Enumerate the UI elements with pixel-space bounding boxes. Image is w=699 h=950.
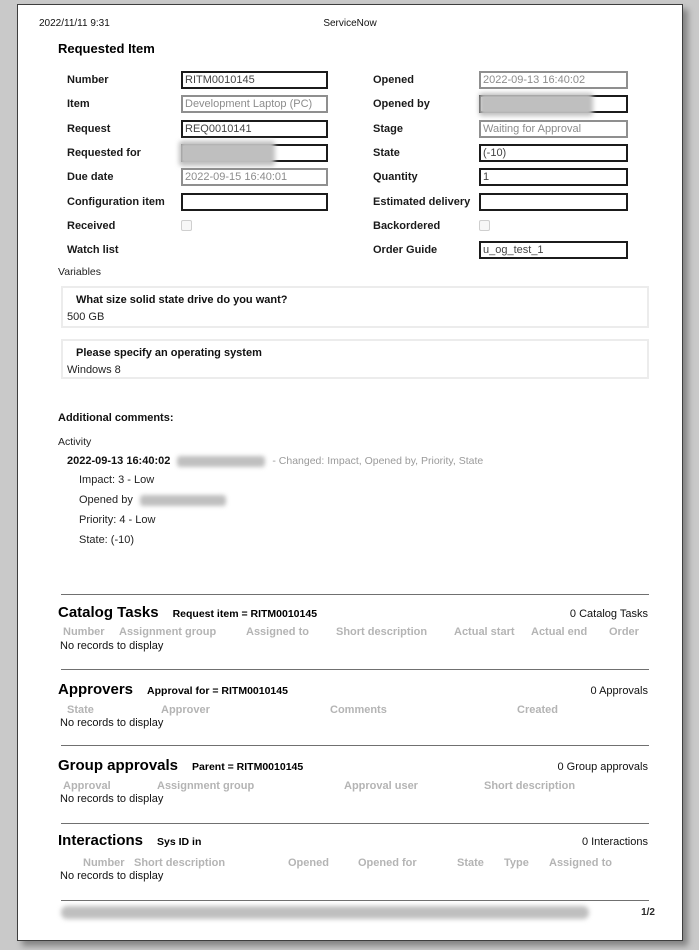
- form-row-due-date: [67, 165, 328, 189]
- catalog-tasks-count: 0 Catalog Tasks: [569, 608, 648, 620]
- interactions-filter: Sys ID in: [157, 836, 202, 848]
- print-document-title: ServiceNow: [323, 18, 377, 29]
- form-row-received: [67, 214, 328, 238]
- column-header: Number: [83, 857, 125, 869]
- backordered-label: Backordered: [373, 219, 441, 232]
- form-column-left: [67, 68, 328, 262]
- group-approvals-column-headers: [18, 780, 682, 793]
- column-header: Approval: [63, 780, 111, 792]
- section-divider: [61, 669, 649, 670]
- variable-answer: 500 GB: [67, 311, 105, 323]
- column-header: Opened: [288, 857, 329, 869]
- column-header: Assignment group: [119, 626, 217, 638]
- column-header: Actual start: [454, 626, 515, 638]
- form-row-opened: [373, 68, 628, 92]
- stage-input[interactable]: [479, 120, 628, 138]
- form-row-watch-list: [67, 238, 328, 262]
- received-checkbox[interactable]: [181, 220, 192, 231]
- variable-question: What size solid state drive do you want?: [76, 294, 288, 306]
- due-date-value: 2022-09-15 16:40:01: [185, 171, 288, 184]
- redacted-opened-by-name: [140, 495, 226, 506]
- due-date-input[interactable]: [181, 168, 328, 186]
- request-value: REQ0010141: [185, 122, 252, 135]
- interactions-header: [58, 832, 648, 849]
- approvers-filter: Approval for = RITM0010145: [147, 685, 288, 697]
- group-approvals-header: [58, 757, 648, 774]
- column-header: Opened for: [358, 857, 417, 869]
- order-guide-label: Order Guide: [373, 244, 438, 257]
- column-header: Type: [504, 857, 529, 869]
- activity-detail-opened-by-text: Opened by: [79, 494, 133, 506]
- approvers-title: Approvers: [58, 681, 134, 698]
- configuration-item-input[interactable]: [181, 193, 328, 211]
- column-header: Assigned to: [246, 626, 309, 638]
- column-header: Created: [517, 704, 558, 716]
- group-approvals-empty-text: No records to display: [60, 793, 164, 805]
- column-header: Number: [63, 626, 105, 638]
- form-row-requested-for: [67, 141, 328, 165]
- backordered-checkbox[interactable]: [479, 220, 490, 231]
- approvers-empty-text: No records to display: [60, 717, 164, 729]
- approvers-column-headers: [18, 704, 682, 717]
- opened-by-input[interactable]: [479, 95, 628, 113]
- estimated-delivery-input[interactable]: [479, 193, 628, 211]
- form-row-configuration-item: [67, 189, 328, 213]
- variable-box-os: [61, 339, 649, 379]
- activity-changed-summary: - Changed: Impact, Opened by, Priority, State: [272, 455, 484, 467]
- order-guide-input[interactable]: [479, 241, 628, 259]
- opened-by-label: Opened by: [373, 98, 430, 111]
- section-divider: [61, 823, 649, 824]
- quantity-input[interactable]: [479, 168, 628, 186]
- column-header: Order: [609, 626, 639, 638]
- opened-label: Opened: [373, 74, 414, 87]
- activity-entry: [67, 455, 483, 467]
- activity-label: Activity: [58, 436, 92, 448]
- number-value: RITM0010145: [185, 74, 255, 87]
- redacted-opened-by: [479, 93, 593, 116]
- stage-label: Stage: [373, 122, 403, 135]
- section-divider: [61, 594, 649, 595]
- catalog-tasks-column-headers: [18, 626, 682, 639]
- stage-value: Waiting for Approval: [483, 122, 582, 135]
- additional-comments-label: Additional comments:: [58, 412, 174, 424]
- form-row-request: [67, 117, 328, 141]
- interactions-title: Interactions: [58, 832, 144, 849]
- item-label: Item: [67, 98, 90, 111]
- form-row-stage: [373, 117, 628, 141]
- opened-value: 2022-09-13 16:40:02: [483, 74, 586, 87]
- column-header: Approver: [161, 704, 210, 716]
- due-date-label: Due date: [67, 171, 114, 184]
- quantity-label: Quantity: [373, 171, 418, 184]
- section-divider: [61, 745, 649, 746]
- activity-detail-state: State: (-10): [79, 534, 135, 546]
- page-indicator: 1/2: [641, 907, 655, 918]
- estimated-delivery-label: Estimated delivery: [373, 195, 471, 208]
- order-guide-value: u_og_test_1: [483, 244, 544, 257]
- activity-detail-opened-by: [79, 494, 233, 506]
- form-row-number: [67, 68, 328, 92]
- column-header: State: [67, 704, 94, 716]
- variable-question: Please specify an operating system: [76, 347, 262, 359]
- form-row-state: [373, 141, 628, 165]
- form-row-estimated-delivery: [373, 189, 628, 213]
- variable-answer: Windows 8: [67, 364, 121, 376]
- variables-label: Variables: [58, 266, 101, 278]
- interactions-column-headers: [18, 857, 682, 870]
- catalog-tasks-title: Catalog Tasks: [58, 604, 159, 621]
- form-row-order-guide: [373, 238, 628, 262]
- variable-box-ssd: [61, 286, 649, 328]
- approvers-count: 0 Approvals: [590, 685, 648, 697]
- group-approvals-count: 0 Group approvals: [557, 761, 648, 773]
- group-approvals-filter: Parent = RITM0010145: [192, 761, 304, 773]
- watch-list-label: Watch list: [67, 244, 119, 257]
- column-header: State: [457, 857, 484, 869]
- footer-divider: [61, 900, 649, 901]
- column-header: Comments: [330, 704, 387, 716]
- column-header: Short description: [134, 857, 226, 869]
- opened-input[interactable]: [479, 71, 628, 89]
- form-row-item: [67, 92, 328, 116]
- request-input[interactable]: [181, 120, 328, 138]
- column-header: Actual end: [531, 626, 588, 638]
- redacted-requested-for: [179, 141, 275, 166]
- interactions-empty-text: No records to display: [60, 870, 164, 882]
- printed-page: [17, 4, 683, 941]
- redacted-activity-user: [177, 456, 265, 467]
- column-header: Short description: [336, 626, 428, 638]
- catalog-tasks-header: [58, 604, 648, 621]
- column-header: Assigned to: [549, 857, 612, 869]
- catalog-tasks-empty-text: No records to display: [60, 640, 164, 652]
- column-header: Assignment group: [157, 780, 255, 792]
- redacted-footer-url: [61, 906, 589, 919]
- activity-timestamp: 2022-09-13 16:40:02: [67, 455, 171, 467]
- approvers-header: [58, 681, 648, 698]
- form-row-backordered: [373, 214, 628, 238]
- interactions-count: 0 Interactions: [581, 836, 648, 848]
- quantity-value: 1: [483, 171, 490, 184]
- configuration-item-label: Configuration item: [67, 195, 165, 208]
- page-title: Requested Item: [58, 41, 155, 56]
- number-input[interactable]: [181, 71, 328, 89]
- state-value: (-10): [483, 147, 507, 160]
- catalog-tasks-filter: Request item = RITM0010145: [172, 608, 318, 620]
- form-row-opened-by: [373, 92, 628, 116]
- state-label: State: [373, 147, 400, 160]
- requested-for-input[interactable]: [181, 144, 328, 162]
- state-input[interactable]: [479, 144, 628, 162]
- column-header: Approval user: [344, 780, 418, 792]
- number-label: Number: [67, 74, 109, 87]
- requested-for-label: Requested for: [67, 147, 141, 160]
- activity-detail-impact: Impact: 3 - Low: [79, 474, 155, 486]
- group-approvals-title: Group approvals: [58, 757, 179, 774]
- activity-detail-priority: Priority: 4 - Low: [79, 514, 156, 526]
- item-value: Development Laptop (PC): [185, 98, 313, 111]
- form-row-quantity: [373, 165, 628, 189]
- request-label: Request: [67, 122, 111, 135]
- item-input[interactable]: [181, 95, 328, 113]
- form-column-right: [373, 68, 628, 262]
- column-header: Short description: [484, 780, 576, 792]
- received-label: Received: [67, 219, 116, 232]
- print-timestamp: 2022/11/11 9:31: [39, 18, 110, 29]
